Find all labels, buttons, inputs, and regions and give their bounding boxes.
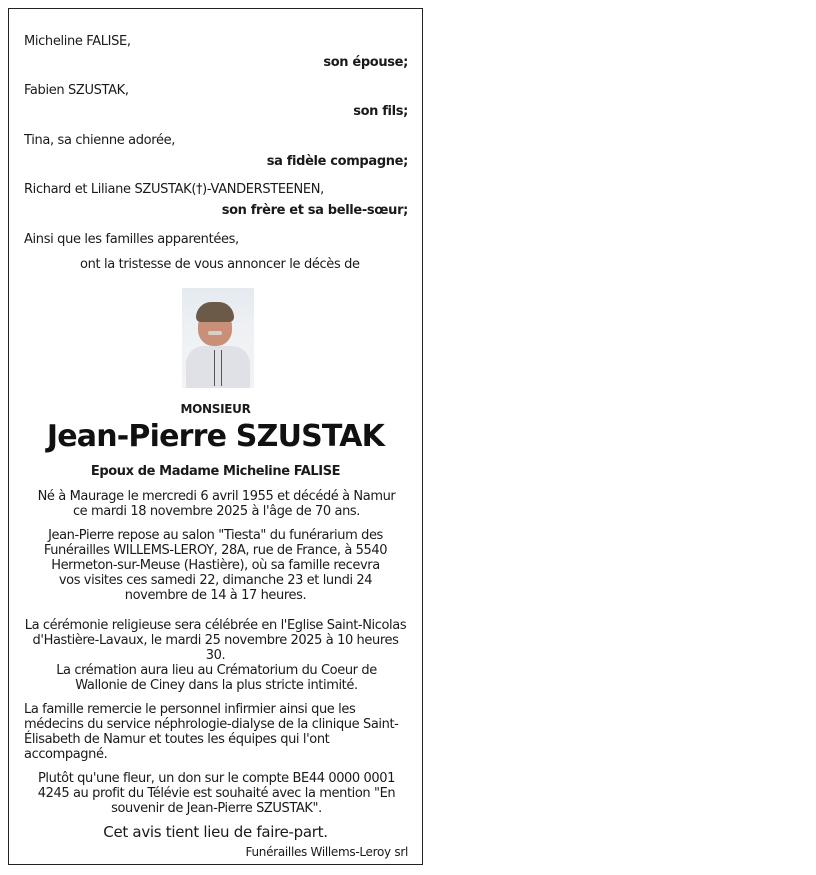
family-member-relation: son frère et sa belle-sœur; — [221, 203, 408, 218]
obituary-notice — [8, 8, 423, 865]
photo-hair — [196, 302, 234, 322]
family-member-name: Tina, sa chienne adorée, — [24, 133, 176, 148]
family-member-relation: sa fidèle compagne; — [266, 154, 408, 169]
family-member-relation: son fils; — [353, 104, 408, 119]
extended-family-line: Ainsi que les familles apparentées, — [24, 232, 239, 247]
spouse-line: Epoux de Madame Micheline FALISE — [90, 464, 341, 479]
honorific: MONSIEUR — [180, 402, 251, 416]
photo-mustache — [208, 331, 222, 335]
family-member-name: Fabien SZUSTAK, — [24, 83, 129, 98]
thanks-paragraph: La famille remercie le personnel infirmier ainsi que les médecins du service néphrologie-dialyse de la clinique Saint-Élisabeth de Namur et toutes les équipes qui l'ont accompagné. — [24, 702, 399, 762]
family-member-relation: son épouse; — [323, 55, 408, 70]
ceremony-paragraph: La cérémonie religieuse sera célébrée en l'Eglise Saint-Nicolas d'Hastière-Lavaux, le mardi 25 novembre 2025 à 10 heures 30. — [24, 618, 407, 663]
photo-glasses-cord — [214, 350, 222, 386]
family-member-name: Micheline FALISE, — [24, 34, 131, 49]
cremation-paragraph: La crémation aura lieu au Crématorium du Coeur de Wallonie de Ciney dans la plus stricte intimité. — [56, 663, 377, 693]
family-member-name: Richard et Liliane SZUSTAK(†)-VANDERSTEENEN, — [24, 182, 324, 197]
visitation-paragraph: Jean-Pierre repose au salon "Tiesta" du funérarium des Funérailles WILLEMS-LEROY, 28A, rue de France, à 5540 Hermeton-sur-Meuse (Hastière), où sa famille recevra vos visites ces samedi 22, dimanche 23 et lundi 24 novembre de 14 à 17 heures. — [43, 528, 388, 603]
announcement-line: ont la tristesse de vous annoncer le décès de — [80, 257, 360, 272]
deceased-name: Jean-Pierre SZUSTAK — [46, 419, 385, 454]
birth-death-paragraph: Né à Maurage le mercredi 6 avril 1955 et décédé à Namur ce mardi 18 novembre 2025 à l'âge de 70 ans. — [37, 489, 396, 519]
funeral-home-signature: Funérailles Willems-Leroy srl — [245, 845, 408, 859]
donation-paragraph: Plutôt qu'une fleur, un don sur le compte BE44 0000 0001 4245 au profit du Télévie est souhaité avec la mention "En souvenir de Jean-Pierre SZUSTAK". — [37, 771, 396, 816]
portrait-photo — [182, 288, 254, 388]
faire-part-line: Cet avis tient lieu de faire-part. — [103, 823, 328, 841]
